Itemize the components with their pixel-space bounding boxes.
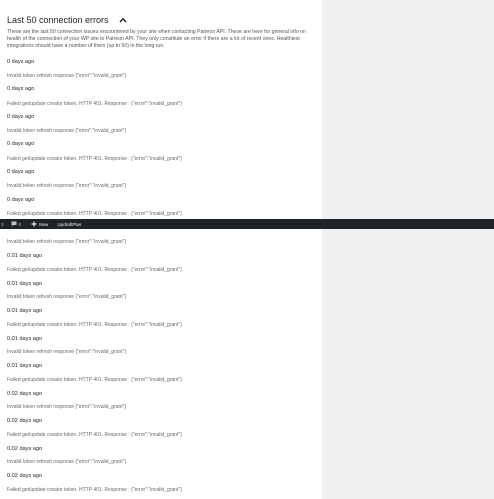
- error-message: Failed get/update creator token. HTTP 401. Response : {"error":"invalid_grant"}: [7, 322, 182, 328]
- error-message: Invalid token refresh response {"error":"invalid_grant"}: [7, 183, 127, 189]
- section-header: [7, 13, 129, 27]
- error-message: Invalid token refresh response {"error":"invalid_grant"}: [7, 128, 127, 134]
- error-message: Invalid token refresh response {"error":"invalid_grant"}: [7, 73, 127, 79]
- error-time: 0.01 days ago: [7, 253, 43, 259]
- error-time: 0.01 days ago: [7, 336, 43, 342]
- admin-bar-updraftplus[interactable]: UpdraftPlus: [57, 221, 82, 227]
- plus-icon: [31, 221, 37, 227]
- error-time: 0 days ago: [7, 169, 35, 175]
- error-time: 0.01 days ago: [7, 363, 43, 369]
- error-message: Failed get/update creator token. HTTP 401. Response : {"error":"invalid_grant"}: [7, 377, 182, 383]
- error-message: Invalid token refresh response {"error":"invalid_grant"}: [7, 239, 127, 245]
- admin-bar-comments[interactable]: [11, 219, 22, 229]
- error-message: Failed get/update creator token. HTTP 401. Response : {"error":"invalid_grant"}: [7, 267, 182, 273]
- error-time: 0.01 days ago: [7, 308, 43, 314]
- comment-count: 0: [18, 221, 22, 227]
- connection-errors-bottom: [0, 229, 322, 499]
- error-message: Failed get/update creator token. HTTP 401. Response : {"error":"invalid_grant"}: [7, 432, 182, 438]
- admin-bar-new[interactable]: [31, 219, 48, 229]
- section-title: Last 50 connection errors: [7, 15, 109, 25]
- error-time: 0.01 days ago: [7, 281, 43, 287]
- error-message: Failed get/update creator token. HTTP 401. Response : {"error":"invalid_grant"}: [7, 211, 182, 217]
- error-message: Failed get/update creator token. HTTP 401. Response : {"error":"invalid_grant"}: [7, 487, 182, 493]
- admin-background: [322, 0, 494, 499]
- error-time: 0 days ago: [7, 114, 35, 120]
- admin-bar-digit[interactable]: 3: [1, 221, 4, 227]
- error-time: 0.02 days ago: [7, 391, 43, 397]
- chevron-up-icon[interactable]: [117, 14, 129, 26]
- error-time: 0.02 days ago: [7, 446, 43, 452]
- error-message: Invalid token refresh response {"error":"invalid_grant"}: [7, 294, 127, 300]
- error-message: Invalid token refresh response {"error":"invalid_grant"}: [7, 459, 127, 465]
- error-time: 0 days ago: [7, 197, 35, 203]
- error-time: 0.02 days ago: [7, 418, 43, 424]
- wp-admin-bar: [0, 219, 494, 229]
- comment-icon: [11, 221, 17, 227]
- error-time: 0 days ago: [7, 59, 35, 65]
- new-label: New: [39, 221, 49, 227]
- error-message: Failed get/update creator token. HTTP 401. Response : {"error":"invalid_grant"}: [7, 156, 182, 162]
- section-description: These are the last 50 connection issues encountered by your site when contacting Patreon API. These are here for general info on health of the connection of your WP site to Patreon API. They only constitute an error if there are a lot of recent ones. Healthiest integrations should have a number of them (up to 50) in the long run.: [7, 29, 306, 49]
- error-time: 0.02 days ago: [7, 473, 43, 479]
- connection-errors-top: [0, 0, 322, 219]
- error-time: 0 days ago: [7, 86, 35, 92]
- error-message: Invalid token refresh response {"error":"invalid_grant"}: [7, 404, 127, 410]
- error-message: Invalid token refresh response {"error":"invalid_grant"}: [7, 349, 127, 355]
- error-message: Failed get/update creator token. HTTP 401. Response : {"error":"invalid_grant"}: [7, 101, 182, 107]
- error-time: 0 days ago: [7, 141, 35, 147]
